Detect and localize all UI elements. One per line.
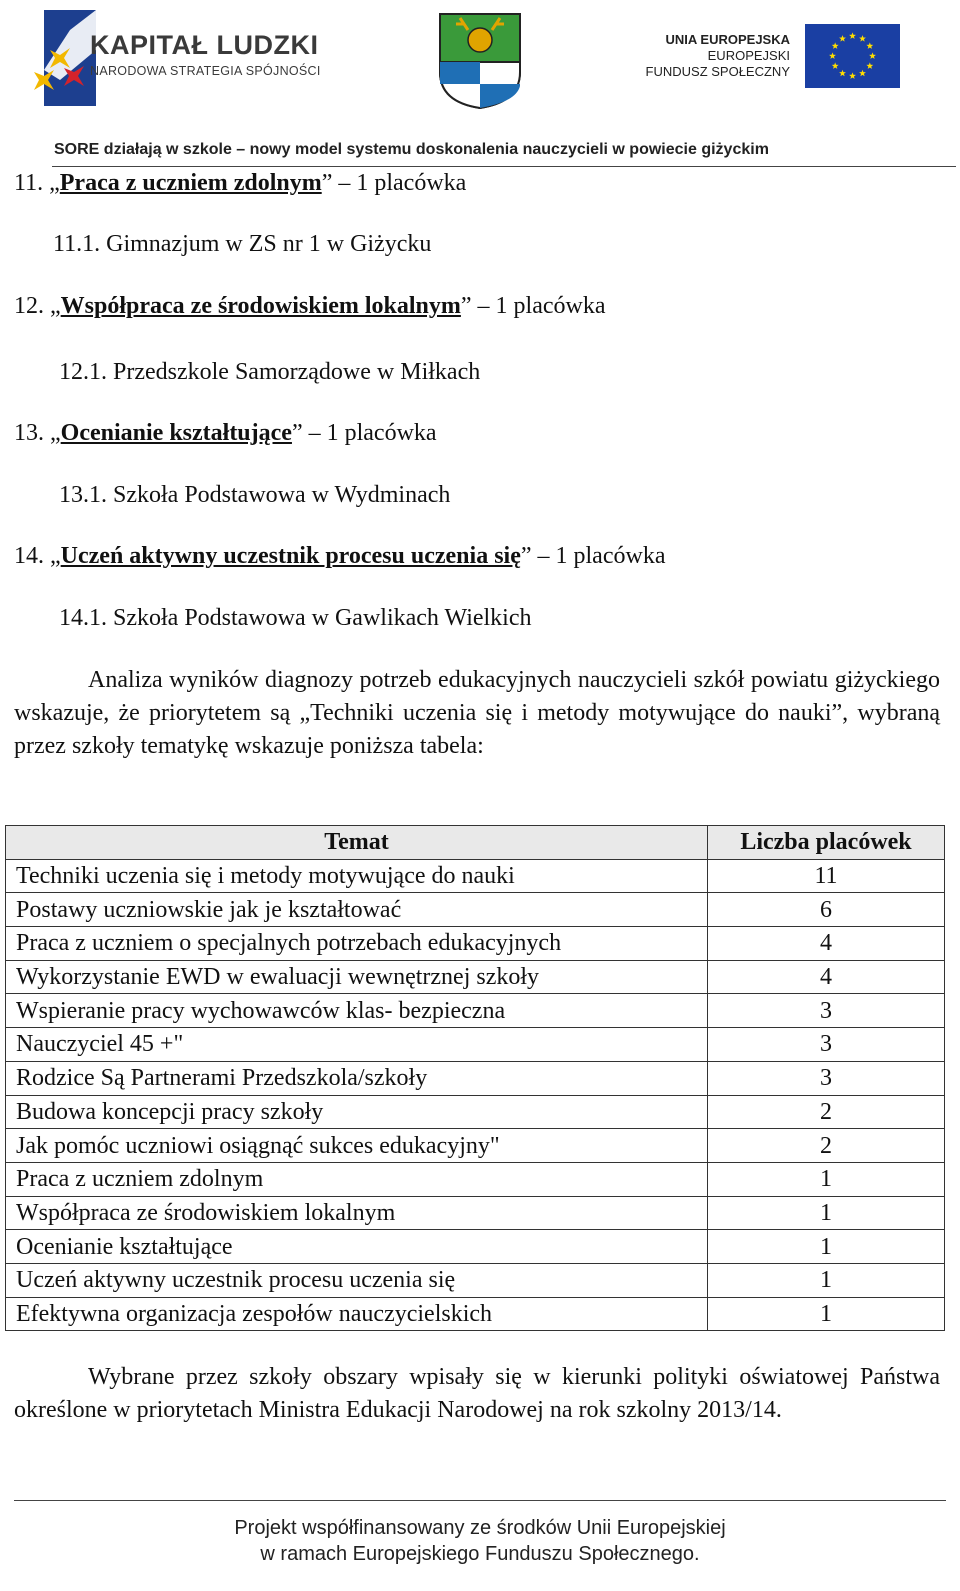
- footer-divider: [14, 1500, 946, 1501]
- table-header-row: [6, 826, 945, 860]
- table-row: [6, 960, 945, 994]
- table-cell-topic: Wykorzystanie EWD w ewaluacji wewnętrznej szkoły: [6, 960, 708, 994]
- list-item-title: Uczeń aktywny uczestnik procesu uczenia się: [60, 543, 521, 569]
- list-item-title: Współpraca ze środowiskiem lokalnym: [60, 293, 461, 319]
- eu-caption: [620, 32, 790, 80]
- table-cell-topic: Nauczyciel 45 +": [6, 1028, 708, 1062]
- table-cell-count: 1: [708, 1230, 945, 1264]
- table-cell-count: 11: [708, 859, 945, 893]
- list-item: 12. „Współpraca ze środowiskiem lokalnym” – 1 placówka: [14, 293, 606, 319]
- table-cell-topic: Budowa koncepcji pracy szkoły: [6, 1095, 708, 1129]
- table-cell-count: 1: [708, 1196, 945, 1230]
- page-footer: [0, 1515, 960, 1567]
- table-cell-topic: Rodzice Są Partnerami Przedszkola/szkoły: [6, 1061, 708, 1095]
- list-subitem: 13.1. Szkoła Podstawowa w Wydminach: [59, 482, 451, 508]
- kapital-ludzki-title: KAPITAŁ LUDZKI: [90, 30, 319, 60]
- footer-line-2: w ramach Europejskiego Funduszu Społecznego.: [260, 1543, 700, 1565]
- table-cell-topic: Efektywna organizacja zespołów nauczycielskich: [6, 1297, 708, 1331]
- table-header-count: Liczba placówek: [708, 826, 945, 860]
- eu-line-3: FUNDUSZ SPOŁECZNY: [645, 64, 790, 79]
- table-cell-topic: Wspieranie pracy wychowawców klas- bezpieczna: [6, 994, 708, 1028]
- table-row: [6, 859, 945, 893]
- page-header: [0, 0, 960, 170]
- table-row: [6, 893, 945, 927]
- intro-paragraph: Analiza wyników diagnozy potrzeb edukacyjnych nauczycieli szkół powiatu giżyckiego wskazuje, że priorytetem są „Techniki uczenia się i metody motywujące do nauki”, wybraną przez szkoły tematykę wskazuje poniższa tabela:: [14, 667, 940, 759]
- table-cell-count: 1: [708, 1297, 945, 1331]
- table-row: [6, 1129, 945, 1163]
- table-row: [6, 1162, 945, 1196]
- list-subitem: 11.1. Gimnazjum w ZS nr 1 w Giżycku: [53, 231, 432, 257]
- table-row: [6, 1230, 945, 1264]
- table-cell-count: 2: [708, 1129, 945, 1163]
- list-item: 14. „Uczeń aktywny uczestnik procesu uczenia się” – 1 placówka: [14, 543, 666, 569]
- kapital-ludzki-subtitle: NARODOWA STRATEGIA SPÓJNOŚCI: [90, 64, 321, 78]
- table-cell-topic: Współpraca ze środowiskiem lokalnym: [6, 1196, 708, 1230]
- topics-table: [5, 825, 945, 1331]
- table-cell-count: 4: [708, 927, 945, 961]
- table-cell-topic: Techniki uczenia się i metody motywujące do nauki: [6, 859, 708, 893]
- table-cell-count: 3: [708, 994, 945, 1028]
- table-cell-topic: Jak pomóc uczniowi osiągnąć sukces edukacyjny": [6, 1129, 708, 1163]
- table-cell-topic: Praca z uczniem zdolnym: [6, 1162, 708, 1196]
- table-cell-count: 4: [708, 960, 945, 994]
- list-subitem: 14.1. Szkoła Podstawowa w Gawlikach Wielkich: [59, 605, 532, 631]
- table-cell-count: 1: [708, 1162, 945, 1196]
- county-crest-icon: [438, 12, 522, 110]
- eu-line-2: EUROPEJSKI: [707, 48, 790, 63]
- table-row: [6, 1196, 945, 1230]
- table-row: [6, 927, 945, 961]
- table-row: [6, 1095, 945, 1129]
- list-subitem: 12.1. Przedszkole Samorządowe w Miłkach: [59, 359, 481, 385]
- table-cell-count: 6: [708, 893, 945, 927]
- table-cell-count: 3: [708, 1028, 945, 1062]
- table-cell-count: 2: [708, 1095, 945, 1129]
- table-cell-topic: Ocenianie kształtujące: [6, 1230, 708, 1264]
- table-cell-count: 1: [708, 1263, 945, 1297]
- table-row: [6, 1263, 945, 1297]
- eu-line-1: UNIA EUROPEJSKA: [665, 32, 790, 47]
- list-item-title: Praca z uczniem zdolnym: [59, 170, 322, 196]
- list-item: 11. „Praca z uczniem zdolnym” – 1 placówka: [14, 170, 467, 196]
- header-tagline: SORE działają w szkole – nowy model systemu doskonalenia nauczycieli w powiecie giżyckim: [54, 141, 769, 158]
- header-divider: [52, 166, 956, 167]
- table-cell-topic: Praca z uczniem o specjalnych potrzebach edukacyjnych: [6, 927, 708, 961]
- table-row: [6, 1061, 945, 1095]
- table-row: [6, 1028, 945, 1062]
- table-row: [6, 1297, 945, 1331]
- table-cell-count: 3: [708, 1061, 945, 1095]
- table-cell-topic: Postawy uczniowskie jak je kształtować: [6, 893, 708, 927]
- table-header-topic: Temat: [6, 826, 708, 860]
- table-row: [6, 994, 945, 1028]
- table-cell-topic: Uczeń aktywny uczestnik procesu uczenia się: [6, 1263, 708, 1297]
- list-item-title: Ocenianie kształtujące: [60, 420, 292, 446]
- eu-flag-icon: [805, 24, 900, 88]
- footer-line-1: Projekt współfinansowany ze środków Unii Europejskiej: [234, 1517, 726, 1539]
- list-item: 13. „Ocenianie kształtujące” – 1 placówka: [14, 420, 437, 446]
- closing-paragraph: Wybrane przez szkoły obszary wpisały się w kierunki polityki oświatowej Państwa określone w priorytetach Ministra Edukacji Narodowej na rok szkolny 2013/14.: [14, 1364, 940, 1423]
